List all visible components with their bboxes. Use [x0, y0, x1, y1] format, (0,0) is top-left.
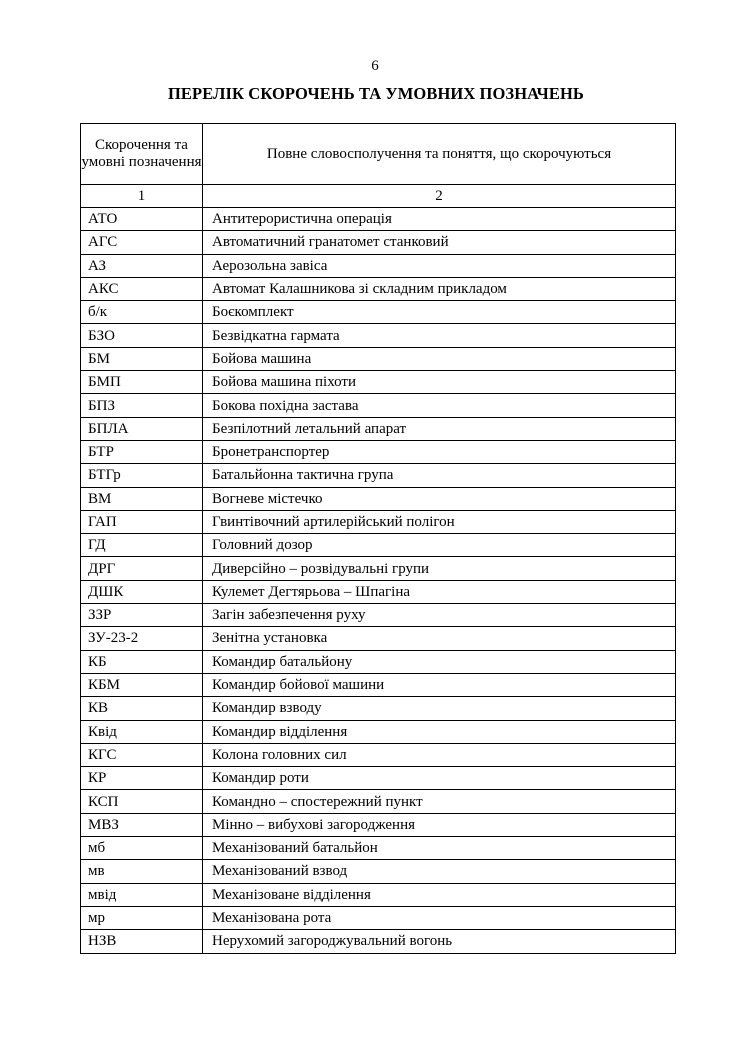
abbreviation-cell: КВ — [81, 697, 203, 720]
table-row — [81, 510, 676, 533]
full-term-cell: Кулемет Дегтярьова – Шпагіна — [203, 580, 676, 603]
table-body — [81, 208, 676, 954]
full-term-cell: Бойова машина піхоти — [203, 371, 676, 394]
table-row — [81, 277, 676, 300]
abbreviation-cell: БМП — [81, 371, 203, 394]
table-row — [81, 837, 676, 860]
full-term-cell: Мінно – вибухові загородження — [203, 813, 676, 836]
full-term-cell: Механізована рота — [203, 906, 676, 929]
abbreviation-cell: АТО — [81, 208, 203, 231]
table-row — [81, 604, 676, 627]
full-term-cell: Загін забезпечення руху — [203, 604, 676, 627]
header-abbreviation: Скорочення та умовні позначення — [81, 124, 203, 185]
abbreviation-cell: ЗУ-23-2 — [81, 627, 203, 650]
abbreviation-cell: мр — [81, 906, 203, 929]
table-row — [81, 673, 676, 696]
table-row — [81, 720, 676, 743]
full-term-cell: Механізований батальйон — [203, 837, 676, 860]
table-row — [81, 883, 676, 906]
table-row — [81, 743, 676, 766]
full-term-cell: Автоматичний гранатомет станковий — [203, 231, 676, 254]
table-row — [81, 557, 676, 580]
table-row — [81, 464, 676, 487]
abbreviation-cell: БТГр — [81, 464, 203, 487]
full-term-cell: Командир роти — [203, 767, 676, 790]
abbreviation-cell: ВМ — [81, 487, 203, 510]
abbreviation-cell: КГС — [81, 743, 203, 766]
abbreviation-cell: ДРГ — [81, 557, 203, 580]
table-row — [81, 697, 676, 720]
table-row — [81, 813, 676, 836]
table-header-row — [81, 124, 676, 185]
full-term-cell: Командир батальйону — [203, 650, 676, 673]
abbreviation-cell: КБМ — [81, 673, 203, 696]
table-row — [81, 208, 676, 231]
abbreviation-cell: БПЛА — [81, 417, 203, 440]
abbreviation-cell: мв — [81, 860, 203, 883]
abbreviation-cell: б/к — [81, 301, 203, 324]
table-row — [81, 860, 676, 883]
full-term-cell: Командир бойової машини — [203, 673, 676, 696]
full-term-cell: Механізований взвод — [203, 860, 676, 883]
full-term-cell: Гвинтівочний артилерійський полігон — [203, 510, 676, 533]
table-row — [81, 930, 676, 953]
abbreviation-cell: ГД — [81, 534, 203, 557]
table-row — [81, 767, 676, 790]
full-term-cell: Боєкомплект — [203, 301, 676, 324]
table-row — [81, 231, 676, 254]
abbreviation-cell: ДШК — [81, 580, 203, 603]
page-title: ПЕРЕЛІК СКОРОЧЕНЬ ТА УМОВНИХ ПОЗНАЧЕНЬ — [168, 84, 584, 103]
table-row — [81, 790, 676, 813]
table-row — [81, 534, 676, 557]
full-term-cell: Батальйонна тактична група — [203, 464, 676, 487]
column-number-2: 2 — [203, 185, 676, 208]
table-row — [81, 371, 676, 394]
abbreviation-cell: КСП — [81, 790, 203, 813]
column-number-1: 1 — [81, 185, 203, 208]
abbreviation-cell: мб — [81, 837, 203, 860]
table-row — [81, 580, 676, 603]
abbreviation-cell: ЗЗР — [81, 604, 203, 627]
table-row — [81, 301, 676, 324]
column-number-row — [81, 185, 676, 208]
full-term-cell: Головний дозор — [203, 534, 676, 557]
abbreviation-cell: Квід — [81, 720, 203, 743]
abbreviation-cell: МВЗ — [81, 813, 203, 836]
full-term-cell: Безвідкатна гармата — [203, 324, 676, 347]
full-term-cell: Бронетранспортер — [203, 440, 676, 463]
header-full-term: Повне словосполучення та поняття, що скорочуються — [203, 124, 676, 185]
page-number: 6 — [371, 58, 379, 74]
abbreviation-cell: БЗО — [81, 324, 203, 347]
abbreviation-cell: КБ — [81, 650, 203, 673]
table-row — [81, 254, 676, 277]
full-term-cell: Аерозольна завіса — [203, 254, 676, 277]
table-row — [81, 394, 676, 417]
table-row — [81, 324, 676, 347]
table-row — [81, 906, 676, 929]
full-term-cell: Диверсійно – розвідувальні групи — [203, 557, 676, 580]
abbreviation-cell: мвід — [81, 883, 203, 906]
full-term-cell: Зенітна установка — [203, 627, 676, 650]
full-term-cell: Антитерористична операція — [203, 208, 676, 231]
full-term-cell: Бокова похідна застава — [203, 394, 676, 417]
table-row — [81, 487, 676, 510]
table-row — [81, 347, 676, 370]
full-term-cell: Механізоване відділення — [203, 883, 676, 906]
abbreviation-cell: БМ — [81, 347, 203, 370]
abbreviation-cell: АГС — [81, 231, 203, 254]
abbreviation-cell: НЗВ — [81, 930, 203, 953]
full-term-cell: Колона головних сил — [203, 743, 676, 766]
full-term-cell: Нерухомий загороджувальний вогонь — [203, 930, 676, 953]
full-term-cell: Вогневе містечко — [203, 487, 676, 510]
abbreviation-cell: КР — [81, 767, 203, 790]
table-row — [81, 417, 676, 440]
abbreviation-cell: БПЗ — [81, 394, 203, 417]
abbreviation-cell: АЗ — [81, 254, 203, 277]
full-term-cell: Командно – спостережний пункт — [203, 790, 676, 813]
full-term-cell: Командир взводу — [203, 697, 676, 720]
abbreviation-cell: БТР — [81, 440, 203, 463]
full-term-cell: Командир відділення — [203, 720, 676, 743]
table-row — [81, 440, 676, 463]
abbreviation-cell: ГАП — [81, 510, 203, 533]
table-row — [81, 627, 676, 650]
abbreviation-cell: АКС — [81, 277, 203, 300]
abbreviations-table — [80, 123, 676, 954]
full-term-cell: Автомат Калашникова зі складним прикладом — [203, 277, 676, 300]
full-term-cell: Безпілотний летальний апарат — [203, 417, 676, 440]
table-row — [81, 650, 676, 673]
full-term-cell: Бойова машина — [203, 347, 676, 370]
